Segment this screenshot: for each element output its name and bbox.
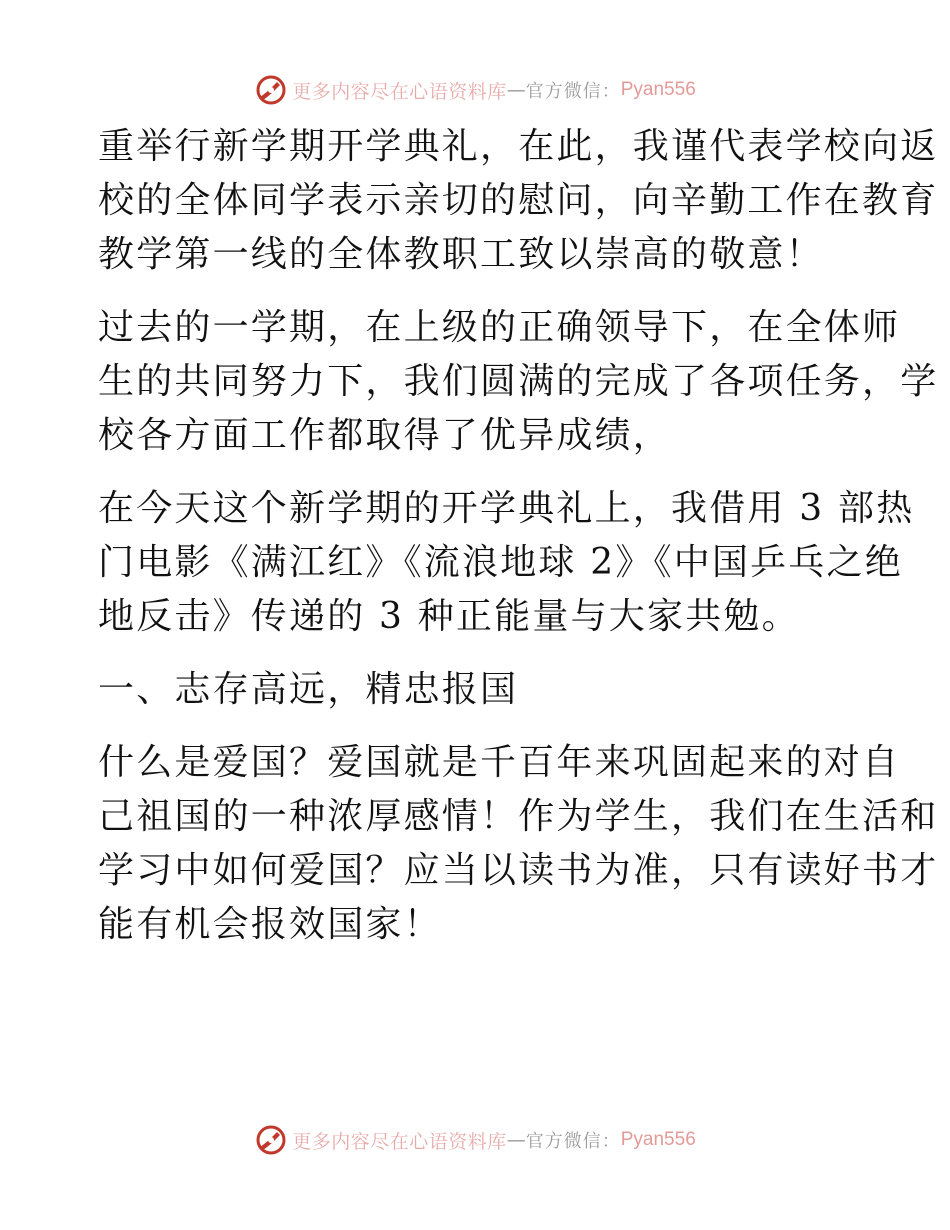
text-line: 一、志存高远，精忠报国 xyxy=(98,669,519,710)
footer-watermark xyxy=(0,1122,950,1158)
text-line: 能有机会报效国家！ xyxy=(98,904,442,945)
pen-circle-logo-icon xyxy=(254,73,288,107)
text-line: 什么是爱国？爱国就是千百年来巩固起来的对自 xyxy=(98,742,901,783)
watermark-wechat-id: Pyan556 xyxy=(620,79,696,100)
watermark-label: 官方微信： xyxy=(525,81,621,102)
watermark-main-text: 更多内容尽在心语资料库 xyxy=(292,1130,507,1153)
watermark-main-text: 更多内容尽在心语资料库 xyxy=(292,80,507,103)
text-line: 在今天这个新学期的开学典礼上，我借用 3 部热 xyxy=(98,488,915,529)
text-line: 教学第一线的全体教职工致以崇高的敬意！ xyxy=(98,234,824,275)
text-line: 门电影《满江红》《流浪地球 2》《中国乒乓之绝 xyxy=(98,542,903,583)
paragraph-movies xyxy=(98,482,915,644)
text-line: 校的全体同学表示亲切的慰问，向辛勤工作在教育 xyxy=(98,180,939,221)
section-heading xyxy=(98,663,858,717)
watermark-dash: — xyxy=(506,79,526,101)
paragraph-review xyxy=(98,301,939,463)
header-watermark xyxy=(0,72,950,108)
text-line: 地反击》传递的 3 种正能量与大家共勉。 xyxy=(98,596,800,637)
text-line: 己祖国的一种浓厚感情！作为学生，我们在生活和 xyxy=(98,796,939,837)
text-line: 学习中如何爱国？应当以读书为准，只有读好书才 xyxy=(98,850,939,891)
text-line: 校各方面工作都取得了优异成绩， xyxy=(98,415,672,456)
watermark-wechat-id: Pyan556 xyxy=(620,1129,696,1150)
watermark-label: 官方微信： xyxy=(525,1131,621,1152)
paragraph-patriotism xyxy=(98,736,939,952)
text-line: 过去的一学期，在上级的正确领导下，在全体师 xyxy=(98,307,901,348)
text-line: 生的共同努力下，我们圆满的完成了各项任务，学 xyxy=(98,361,939,402)
pen-circle-logo-icon xyxy=(254,1123,288,1157)
document-body xyxy=(98,120,939,971)
text-line: 重举行新学期开学典礼，在此，我谨代表学校向返 xyxy=(98,126,939,167)
watermark-dash: — xyxy=(506,1129,526,1151)
paragraph-greeting xyxy=(98,120,939,282)
